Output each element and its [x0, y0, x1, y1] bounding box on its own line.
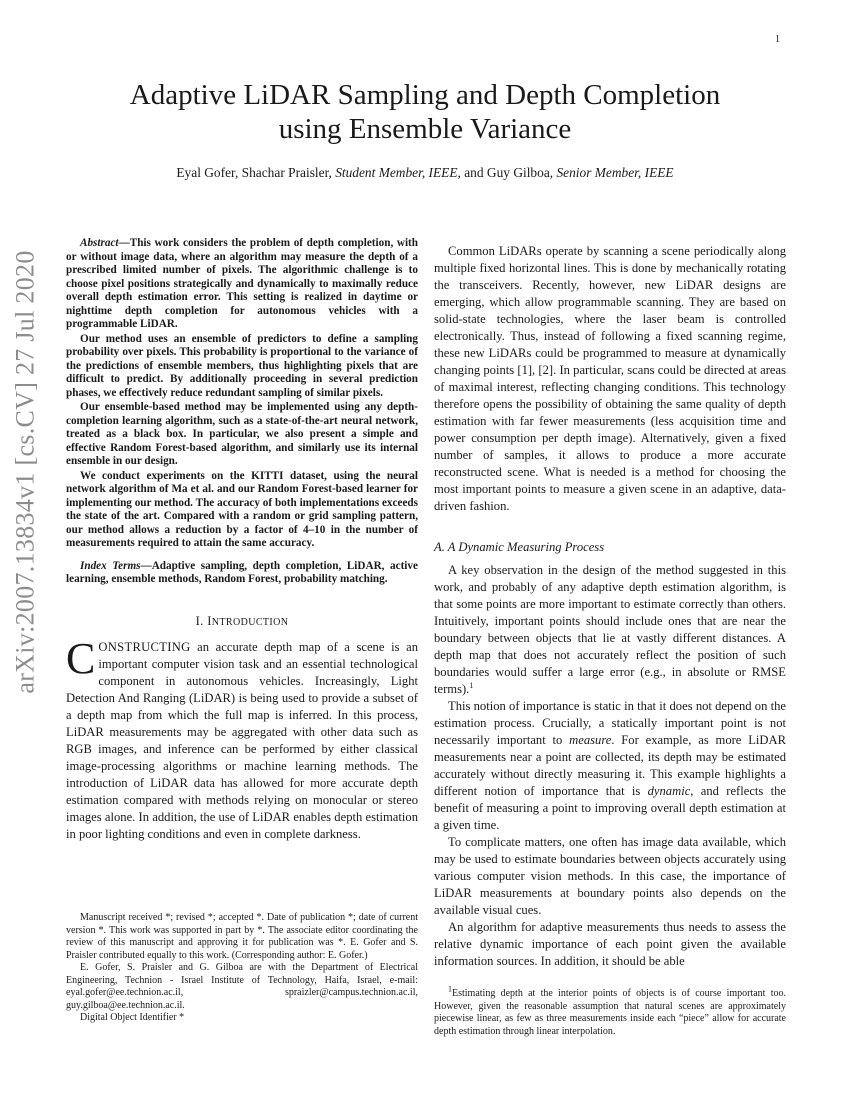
footnote-affiliation: E. Gofer, S. Praisler and G. Gilboa are with the Department of Electrical Engineering, Technion - Israel Institute of Technology, Haifa, Israel, e-mail: eyal.gofer@ee.technion.ac.il, spraizler@campus.technion.ac.il, guy.gilboa@ee.technion.ac.il.: [66, 962, 418, 1011]
right-paragraph-3-text-b: . For example, as more LiDAR measurements near a point are collected, its depth may be estimated accurately without directly measuring it. This example highlights a different notion of importance that is: [434, 733, 786, 798]
arxiv-identifier: arXiv:2007.13834v1 [cs.CV] 27 Jul 2020: [11, 250, 41, 694]
right-column: [434, 243, 786, 970]
abstract-paragraph-1: [66, 237, 418, 332]
abstract-paragraph-4: We conduct experiments on the KITTI dataset, using the neural network algorithm of Ma et al. and our Random Forest-based learner for implementing our method. The accuracy of both implementations exceeds the state of the art. Compared with a random or grid sampling pattern, our method allows a reduction by a factor of 4–10 in the number of measurements required to attain the same accuracy.: [66, 469, 418, 549]
footnote-1: [434, 984, 786, 1038]
emphasis-dynamic: dynamic: [647, 784, 691, 798]
right-paragraph-5: An algorithm for adaptive measurements thus needs to assess the relative dynamic importance of each point given the available information sources. In addition, it should be able: [434, 920, 786, 968]
author-list: [60, 165, 790, 181]
intro-paragraph: [66, 633, 418, 843]
title-line-1: Adaptive LiDAR Sampling and Depth Completion: [129, 79, 721, 111]
abstract-label: Abstract: [80, 237, 119, 249]
author-role-2: Senior Member, IEEE: [556, 165, 674, 180]
manuscript-footnote: [66, 912, 418, 1025]
intro-text: an accurate depth map of a scene is an important computer vision task and an essential technological component in autonomous vehicles. Increasingly, Light Detection And Ranging (LiDAR) is being used to provide a subset of a depth map from which the full map is inferred. In this process, LiDAR measurements may be aggregated with other data such as RGB images, and inference can be performed by either classical image-processing algorithms or machine learning methods. The introduction of LiDAR data has allowed for more accurate depth estimation compared with methods relying on monocular or stereo images alone. In addition, the use of LiDAR enables depth estimation in poor lighting conditions and even in complete darkness.: [66, 639, 418, 841]
subsection-heading: A. A Dynamic Measuring Process: [434, 540, 605, 554]
right-paragraph-3: [434, 698, 786, 834]
intro-first-words: ONSTRUCTING: [98, 639, 191, 654]
right-footnote: [434, 984, 786, 1038]
drop-cap: C: [66, 633, 96, 683]
abstract-dash: —: [118, 237, 130, 249]
authors-part-1: Eyal Gofer, Shachar Praisler,: [176, 165, 336, 180]
index-terms-text: Adaptive sampling, depth completion, LiDAR, active learning, ensemble methods, Random Forest, probability matching.: [66, 559, 418, 585]
emphasis-measure: measure: [569, 733, 612, 747]
right-paragraph-3-text-c: , and reflects the benefit of measuring a point to improving overall depth estimation at a given time.: [434, 784, 787, 832]
section-numeral: I. I: [195, 613, 212, 628]
section-title-rest: NTRODUCTION: [211, 616, 289, 628]
index-terms-label: Index Terms: [80, 559, 141, 572]
index-terms-dash: —: [140, 559, 152, 572]
footnote-1-text: Estimating depth at the interior points of objects is of course important too. However, given the reasonable assumption that natural scenes are approximately piecewise linear, as few as three measurements inside each “piece” allow for accurate depth estimation through linear interpolation.: [434, 988, 786, 1037]
right-paragraph-2: [434, 562, 786, 698]
page-number: 1: [775, 34, 780, 45]
right-paragraph-2-text: A key observation in the design of the method suggested in this work, and probably of any adaptive depth estimation algorithm, is that some points are more important to estimate correctly than others. Intuitively, important points should include ones that are near the boundary between objects that lie at vastly different distances. A depth map that does not accurately reflect the position of such boundaries would suffer a large error (e.g., in absolute or RMSE terms).: [434, 563, 786, 696]
footnote-doi: Digital Object Identifier *: [80, 1012, 185, 1023]
abstract-paragraph-2: Our method uses an ensemble of predictors to define a sampling probability over pixels. This probability is proportional to the variance of the predictions of ensemble members, thus highlighting pixels that are difficult to predict. By additionally proceeding in several prediction phases, we effectively reduce redundant sampling of similar pixels.: [66, 332, 418, 399]
footnote-marker: 1: [469, 680, 474, 690]
footnote-manuscript-info: Manuscript received *; revised *; accepted *. Date of publication *; date of current version *. This work was supported in part by *. The associate editor coordinating the review of this manuscript and approving it for publication was *. E. Gofer and S. Praisler contributed equally to this work. (Corresponding author: E. Gofer.): [66, 912, 418, 961]
abstract-paragraph-3: Our ensemble-based method may be implemented using any depth-completion learning algorithm, such as a state-of-the-art neural network, treated as a black box. In particular, we also present a simple and effective Random Forest-based algorithm, and similarly use its internal ensemble in our design.: [66, 401, 418, 467]
left-column: [66, 237, 418, 843]
right-paragraph-3-text-a: This notion of importance is static in that it does not depend on the estimation process. Crucially, a statically important point is not necessarily important to: [434, 699, 786, 747]
abstract-text-1: This work considers the problem of depth completion, with or without image data, where an algorithm may measure the depth of a prescribed limited number of pixels. The algorithmic challenge is to choose pixel positions strategically and dynamically to maximally reduce overall depth estimation error. This setting is realized in daytime or nighttime depth completion for autonomous vehicles with a programmable LiDAR.: [66, 237, 418, 330]
footnote-1-marker: 1: [448, 984, 452, 994]
right-paragraph-4: To complicate matters, one often has image data available, which may be used to estimate boundaries between objects accurately using various computer vision methods. In this case, the importance of LiDAR measurements at boundary points also depends on the available visual cues.: [434, 835, 786, 917]
arxiv-stamp: [4, 250, 48, 694]
right-paragraph-1: Common LiDARs operate by scanning a scene periodically along multiple fixed horizontal lines. This is done by mechanically rotating the transceivers. Recently, however, new LiDAR designs are emerging, which allow programmable scanning. They are based on solid-state technologies, where the laser beam is controlled electronically. Thus, instead of following a fixed scanning regime, these new LiDARs could be programmed to measure at dynamically changing points [1], [2]. In particular, scans could be directed at areas of maximal interest, reflecting changing conditions. This technology therefore opens the possibility of obtaining the same quality of depth estimation with far fewer measurements (less acquisition time and power consumption per depth image). Alternatively, given a fixed number of samples, it allows to produce a more accurate reconstructed scene. What is needed is a method for choosing the most important points to measure a given scene in an adaptive, data-driven fashion.: [434, 244, 786, 513]
section-heading-introduction: [66, 613, 418, 631]
authors-part-2: and Guy Gilboa,: [460, 165, 557, 180]
title-line-2: using Ensemble Variance: [278, 113, 572, 145]
paper-title: [60, 78, 790, 146]
author-role-1: Student Member, IEEE,: [335, 165, 461, 180]
index-terms: [66, 560, 418, 587]
